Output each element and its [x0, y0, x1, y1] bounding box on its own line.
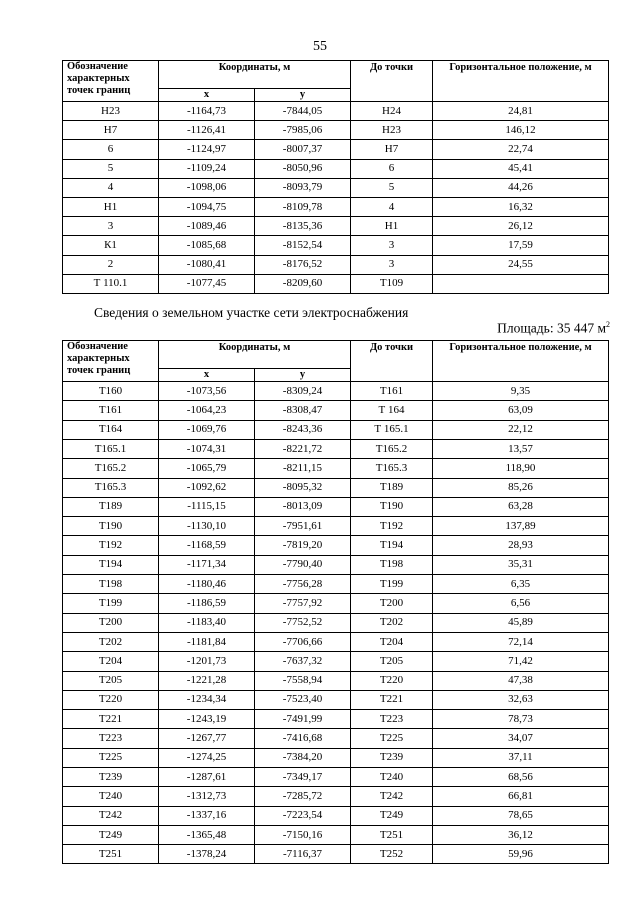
point-id-cell: Т194	[63, 555, 159, 574]
point-id-cell: Т220	[63, 690, 159, 709]
table-row	[63, 575, 609, 594]
y-coordinate-cell: -8050,96	[255, 159, 351, 178]
x-coordinate-cell: -1234,34	[159, 690, 255, 709]
y-coordinate-cell: -7223,54	[255, 806, 351, 825]
y-coordinate-cell: -7116,37	[255, 845, 351, 864]
x-coordinate-cell: -1186,59	[159, 594, 255, 613]
table-row	[63, 497, 609, 516]
table-row	[63, 198, 609, 217]
header-horizontal: Горизонтальное положение, м	[433, 341, 609, 382]
horizontal-distance-cell: 26,12	[433, 217, 609, 236]
to-point-cell: 5	[351, 178, 433, 197]
table-row	[63, 594, 609, 613]
point-id-cell: Т161	[63, 401, 159, 420]
horizontal-distance-cell: 63,28	[433, 497, 609, 516]
to-point-cell: Н7	[351, 140, 433, 159]
to-point-cell: Т220	[351, 671, 433, 690]
to-point-cell: 6	[351, 159, 433, 178]
table-row	[63, 121, 609, 140]
table-row	[63, 536, 609, 555]
to-point-cell: Т242	[351, 787, 433, 806]
to-point-cell: 3	[351, 236, 433, 255]
horizontal-distance-cell: 45,89	[433, 613, 609, 632]
horizontal-distance-cell: 32,63	[433, 690, 609, 709]
y-coordinate-cell: -7491,99	[255, 710, 351, 729]
x-coordinate-cell: -1077,45	[159, 274, 255, 293]
point-id-cell: Т251	[63, 845, 159, 864]
x-coordinate-cell: -1287,61	[159, 768, 255, 787]
y-coordinate-cell: -8007,37	[255, 140, 351, 159]
page-number: 55	[313, 39, 327, 54]
y-coordinate-cell: -7951,61	[255, 517, 351, 536]
x-coordinate-cell: -1126,41	[159, 121, 255, 140]
to-point-cell: Т225	[351, 729, 433, 748]
x-coordinate-cell: -1378,24	[159, 845, 255, 864]
y-coordinate-cell: -7285,72	[255, 787, 351, 806]
point-id-cell: Т192	[63, 536, 159, 555]
to-point-cell: Т165.2	[351, 439, 433, 458]
x-coordinate-cell: -1267,77	[159, 729, 255, 748]
x-coordinate-cell: -1130,10	[159, 517, 255, 536]
horizontal-distance-cell: 16,32	[433, 198, 609, 217]
point-id-cell: К1	[63, 236, 159, 255]
point-id-cell: Т160	[63, 382, 159, 401]
to-point-cell: Т205	[351, 652, 433, 671]
point-id-cell: Т204	[63, 652, 159, 671]
to-point-cell: Т192	[351, 517, 433, 536]
horizontal-distance-cell: 6,35	[433, 575, 609, 594]
to-point-cell: Т239	[351, 748, 433, 767]
y-coordinate-cell: -7819,20	[255, 536, 351, 555]
y-coordinate-cell: -8176,52	[255, 255, 351, 274]
header-y: y	[255, 89, 351, 102]
horizontal-distance-cell: 24,81	[433, 102, 609, 121]
horizontal-distance-cell: 22,12	[433, 420, 609, 439]
point-id-cell: Н23	[63, 102, 159, 121]
point-id-cell: Т249	[63, 825, 159, 844]
y-coordinate-cell: -7706,66	[255, 632, 351, 651]
y-coordinate-cell: -7756,28	[255, 575, 351, 594]
to-point-cell: Т 164	[351, 401, 433, 420]
x-coordinate-cell: -1201,73	[159, 652, 255, 671]
y-coordinate-cell: -7523,40	[255, 690, 351, 709]
y-coordinate-cell: -7349,17	[255, 768, 351, 787]
horizontal-distance-cell: 36,12	[433, 825, 609, 844]
horizontal-distance-cell: 17,59	[433, 236, 609, 255]
y-coordinate-cell: -8093,79	[255, 178, 351, 197]
y-coordinate-cell: -8243,36	[255, 420, 351, 439]
horizontal-distance-cell: 24,55	[433, 255, 609, 274]
table-row	[63, 768, 609, 787]
point-id-cell: Н7	[63, 121, 159, 140]
horizontal-distance-cell	[433, 274, 609, 293]
to-point-cell: Т204	[351, 632, 433, 651]
point-id-cell: Т198	[63, 575, 159, 594]
y-coordinate-cell: -7752,52	[255, 613, 351, 632]
horizontal-distance-cell: 137,89	[433, 517, 609, 536]
x-coordinate-cell: -1181,84	[159, 632, 255, 651]
table-row	[63, 845, 609, 864]
horizontal-distance-cell: 71,42	[433, 652, 609, 671]
area-text: Площадь: 35 447 м	[497, 320, 606, 336]
x-coordinate-cell: -1274,25	[159, 748, 255, 767]
table-row	[63, 140, 609, 159]
y-coordinate-cell: -8135,36	[255, 217, 351, 236]
table-row	[63, 159, 609, 178]
table-row	[63, 555, 609, 574]
area-label	[497, 320, 610, 337]
point-id-cell: Т242	[63, 806, 159, 825]
header-coordinates: Координаты, м	[159, 61, 351, 89]
y-coordinate-cell: -7757,92	[255, 594, 351, 613]
point-id-cell: 6	[63, 140, 159, 159]
to-point-cell: Т221	[351, 690, 433, 709]
table-row	[63, 632, 609, 651]
y-coordinate-cell: -7790,40	[255, 555, 351, 574]
point-id-cell: Т240	[63, 787, 159, 806]
table-row	[63, 102, 609, 121]
x-coordinate-cell: -1183,40	[159, 613, 255, 632]
point-id-cell: Т190	[63, 517, 159, 536]
horizontal-distance-cell: 118,90	[433, 459, 609, 478]
y-coordinate-cell: -7637,32	[255, 652, 351, 671]
horizontal-distance-cell: 72,14	[433, 632, 609, 651]
x-coordinate-cell: -1094,75	[159, 198, 255, 217]
to-point-cell: Н23	[351, 121, 433, 140]
point-id-cell: 2	[63, 255, 159, 274]
to-point-cell: Т200	[351, 594, 433, 613]
table-row	[63, 420, 609, 439]
x-coordinate-cell: -1124,97	[159, 140, 255, 159]
to-point-cell: 3	[351, 255, 433, 274]
table-row	[63, 274, 609, 293]
y-coordinate-cell: -8308,47	[255, 401, 351, 420]
x-coordinate-cell: -1109,24	[159, 159, 255, 178]
x-coordinate-cell: -1312,73	[159, 787, 255, 806]
x-coordinate-cell: -1073,56	[159, 382, 255, 401]
section-title: Сведения о земельном участке сети электроснабжения	[94, 305, 409, 320]
point-id-cell: Т202	[63, 632, 159, 651]
area-unit-exponent: 2	[606, 320, 610, 329]
header-x: x	[159, 89, 255, 102]
horizontal-distance-cell: 28,93	[433, 536, 609, 555]
table-row	[63, 401, 609, 420]
table-row	[63, 517, 609, 536]
table-row	[63, 236, 609, 255]
horizontal-distance-cell: 34,07	[433, 729, 609, 748]
horizontal-distance-cell: 13,57	[433, 439, 609, 458]
y-coordinate-cell: -8013,09	[255, 497, 351, 516]
x-coordinate-cell: -1115,15	[159, 497, 255, 516]
to-point-cell: Т109	[351, 274, 433, 293]
x-coordinate-cell: -1098,06	[159, 178, 255, 197]
to-point-cell: Т199	[351, 575, 433, 594]
table1-body	[63, 102, 609, 294]
header-to-point: До точки	[351, 61, 433, 102]
header-designation: Обозначение характерных точек границ	[63, 341, 159, 382]
y-coordinate-cell: -7150,16	[255, 825, 351, 844]
horizontal-distance-cell: 68,56	[433, 768, 609, 787]
header-y: y	[255, 369, 351, 382]
to-point-cell: Т161	[351, 382, 433, 401]
table-row	[63, 439, 609, 458]
horizontal-distance-cell: 44,26	[433, 178, 609, 197]
header-designation: Обозначение характерных точек границ	[63, 61, 159, 102]
y-coordinate-cell: -7384,20	[255, 748, 351, 767]
y-coordinate-cell: -7558,94	[255, 671, 351, 690]
table-row	[63, 690, 609, 709]
y-coordinate-cell: -8209,60	[255, 274, 351, 293]
to-point-cell: Т 165.1	[351, 420, 433, 439]
to-point-cell: Т251	[351, 825, 433, 844]
to-point-cell: Т252	[351, 845, 433, 864]
point-id-cell: 5	[63, 159, 159, 178]
point-id-cell: Т205	[63, 671, 159, 690]
horizontal-distance-cell: 47,38	[433, 671, 609, 690]
table2-body	[63, 382, 609, 864]
x-coordinate-cell: -1168,59	[159, 536, 255, 555]
horizontal-distance-cell: 59,96	[433, 845, 609, 864]
y-coordinate-cell: -8152,54	[255, 236, 351, 255]
point-id-cell: Т165.1	[63, 439, 159, 458]
point-id-cell: Т225	[63, 748, 159, 767]
point-id-cell: 4	[63, 178, 159, 197]
table-row	[63, 729, 609, 748]
header-to-point: До точки	[351, 341, 433, 382]
y-coordinate-cell: -8109,78	[255, 198, 351, 217]
y-coordinate-cell: -8221,72	[255, 439, 351, 458]
to-point-cell: Т249	[351, 806, 433, 825]
to-point-cell: Т194	[351, 536, 433, 555]
horizontal-distance-cell: 9,35	[433, 382, 609, 401]
point-id-cell: Т164	[63, 420, 159, 439]
to-point-cell: Т189	[351, 478, 433, 497]
to-point-cell: Т198	[351, 555, 433, 574]
y-coordinate-cell: -8211,15	[255, 459, 351, 478]
horizontal-distance-cell: 45,41	[433, 159, 609, 178]
x-coordinate-cell: -1085,68	[159, 236, 255, 255]
point-id-cell: Н1	[63, 198, 159, 217]
x-coordinate-cell: -1065,79	[159, 459, 255, 478]
point-id-cell: Т 110.1	[63, 274, 159, 293]
horizontal-distance-cell: 6,56	[433, 594, 609, 613]
x-coordinate-cell: -1074,31	[159, 439, 255, 458]
to-point-cell: Н1	[351, 217, 433, 236]
to-point-cell: Т165.3	[351, 459, 433, 478]
table-row	[63, 382, 609, 401]
to-point-cell: Т240	[351, 768, 433, 787]
y-coordinate-cell: -8309,24	[255, 382, 351, 401]
horizontal-distance-cell: 22,74	[433, 140, 609, 159]
horizontal-distance-cell: 85,26	[433, 478, 609, 497]
table-row	[63, 787, 609, 806]
table-row	[63, 459, 609, 478]
point-id-cell: Т223	[63, 729, 159, 748]
horizontal-distance-cell: 146,12	[433, 121, 609, 140]
table-row	[63, 217, 609, 236]
header-horizontal: Горизонтальное положение, м	[433, 61, 609, 102]
horizontal-distance-cell: 66,81	[433, 787, 609, 806]
point-id-cell: Т189	[63, 497, 159, 516]
point-id-cell: Т200	[63, 613, 159, 632]
horizontal-distance-cell: 78,73	[433, 710, 609, 729]
x-coordinate-cell: -1365,48	[159, 825, 255, 844]
x-coordinate-cell: -1092,62	[159, 478, 255, 497]
point-id-cell: Т239	[63, 768, 159, 787]
table-row	[63, 613, 609, 632]
table-row	[63, 671, 609, 690]
table-row	[63, 255, 609, 274]
table-row	[63, 748, 609, 767]
point-id-cell: Т199	[63, 594, 159, 613]
x-coordinate-cell: -1243,19	[159, 710, 255, 729]
horizontal-distance-cell: 37,11	[433, 748, 609, 767]
point-id-cell: Т165.2	[63, 459, 159, 478]
x-coordinate-cell: -1164,73	[159, 102, 255, 121]
x-coordinate-cell: -1064,23	[159, 401, 255, 420]
horizontal-distance-cell: 35,31	[433, 555, 609, 574]
to-point-cell: Т190	[351, 497, 433, 516]
to-point-cell: Т202	[351, 613, 433, 632]
y-coordinate-cell: -7844,05	[255, 102, 351, 121]
x-coordinate-cell: -1171,34	[159, 555, 255, 574]
horizontal-distance-cell: 78,65	[433, 806, 609, 825]
y-coordinate-cell: -7985,06	[255, 121, 351, 140]
table-row	[63, 478, 609, 497]
x-coordinate-cell: -1221,28	[159, 671, 255, 690]
table-row	[63, 710, 609, 729]
x-coordinate-cell: -1337,16	[159, 806, 255, 825]
point-id-cell: 3	[63, 217, 159, 236]
table-row	[63, 178, 609, 197]
header-x: x	[159, 369, 255, 382]
coordinates-table-1	[62, 60, 609, 294]
table-row	[63, 825, 609, 844]
to-point-cell: 4	[351, 198, 433, 217]
header-coordinates: Координаты, м	[159, 341, 351, 369]
y-coordinate-cell: -7416,68	[255, 729, 351, 748]
coordinates-table-2	[62, 340, 609, 864]
y-coordinate-cell: -8095,32	[255, 478, 351, 497]
table-row	[63, 652, 609, 671]
to-point-cell: Т223	[351, 710, 433, 729]
table-row	[63, 806, 609, 825]
point-id-cell: Т165.3	[63, 478, 159, 497]
point-id-cell: Т221	[63, 710, 159, 729]
x-coordinate-cell: -1180,46	[159, 575, 255, 594]
x-coordinate-cell: -1080,41	[159, 255, 255, 274]
to-point-cell: Н24	[351, 102, 433, 121]
x-coordinate-cell: -1069,76	[159, 420, 255, 439]
horizontal-distance-cell: 63,09	[433, 401, 609, 420]
x-coordinate-cell: -1089,46	[159, 217, 255, 236]
